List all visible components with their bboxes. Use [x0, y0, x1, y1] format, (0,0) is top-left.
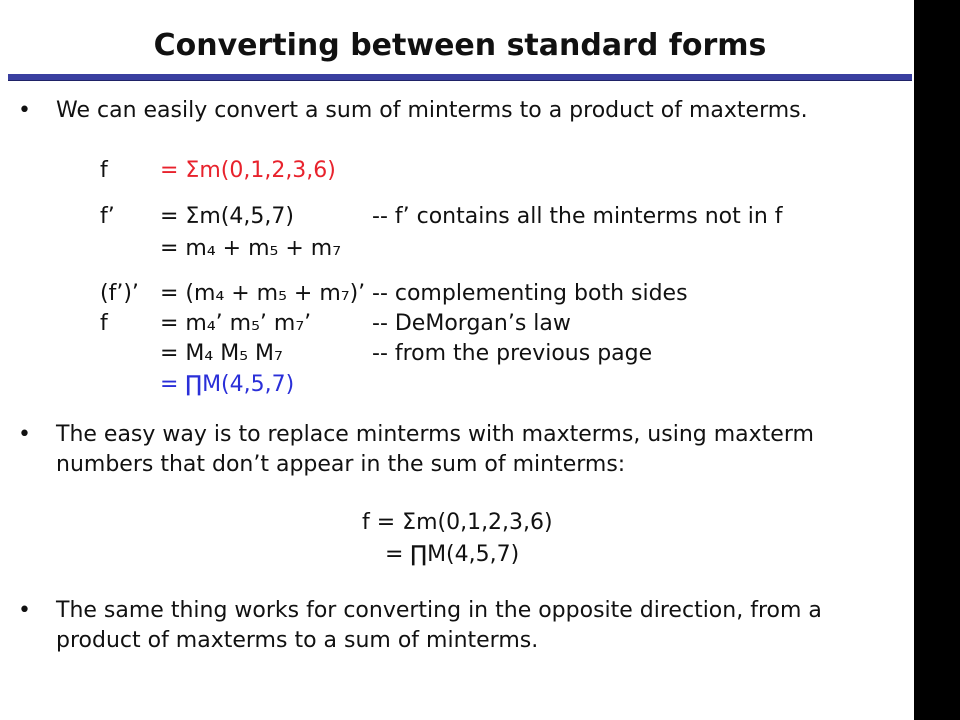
row5-comment: -- DeMorgan’s law — [372, 311, 571, 336]
row5-lhs: f — [100, 311, 108, 336]
row4-comment: -- complementing both sides — [372, 281, 688, 306]
bullet-3-line2: product of maxterms to a sum of minterms. — [56, 628, 539, 653]
row4-lhs: (f’)’ — [100, 281, 139, 306]
bullet-dot: • — [18, 422, 31, 447]
bullet-2-line2: numbers that don’t appear in the sum of minterms: — [56, 452, 626, 477]
row3-rhs: = m₄ + m₅ + m₇ — [160, 236, 342, 261]
row6-comment: -- from the previous page — [372, 341, 653, 366]
row6-rhs: = M₄ M₅ M₇ — [160, 341, 283, 366]
bullet-dot: • — [18, 598, 31, 623]
title-underline — [8, 74, 912, 81]
right-edge-strip — [914, 0, 960, 720]
bullet-dot: • — [18, 98, 31, 123]
bullet-2-line1: The easy way is to replace minterms with maxterms, using maxterm — [56, 422, 814, 447]
row2-rhs: = Σm(4,5,7) — [160, 204, 294, 229]
slide-title: Converting between standard forms — [153, 28, 767, 63]
row1-rhs: = Σm(0,1,2,3,6) — [160, 158, 336, 183]
summary-line2: = ∏M(4,5,7) — [385, 542, 520, 567]
bullet-3-line1: The same thing works for converting in the opposite direction, from a — [56, 598, 822, 623]
row4-rhs: = (m₄ + m₅ + m₇)’ — [160, 281, 366, 306]
row5-rhs: = m₄’ m₅’ m₇’ — [160, 311, 312, 336]
row2-comment: -- f’ contains all the minterms not in f — [372, 204, 783, 229]
row2-lhs: f’ — [100, 204, 115, 229]
bullet-1-text: We can easily convert a sum of minterms to a product of maxterms. — [56, 98, 808, 123]
row7-rhs: = ∏M(4,5,7) — [160, 372, 295, 397]
summary-line1: f = Σm(0,1,2,3,6) — [362, 510, 553, 535]
row1-lhs: f — [100, 158, 108, 183]
